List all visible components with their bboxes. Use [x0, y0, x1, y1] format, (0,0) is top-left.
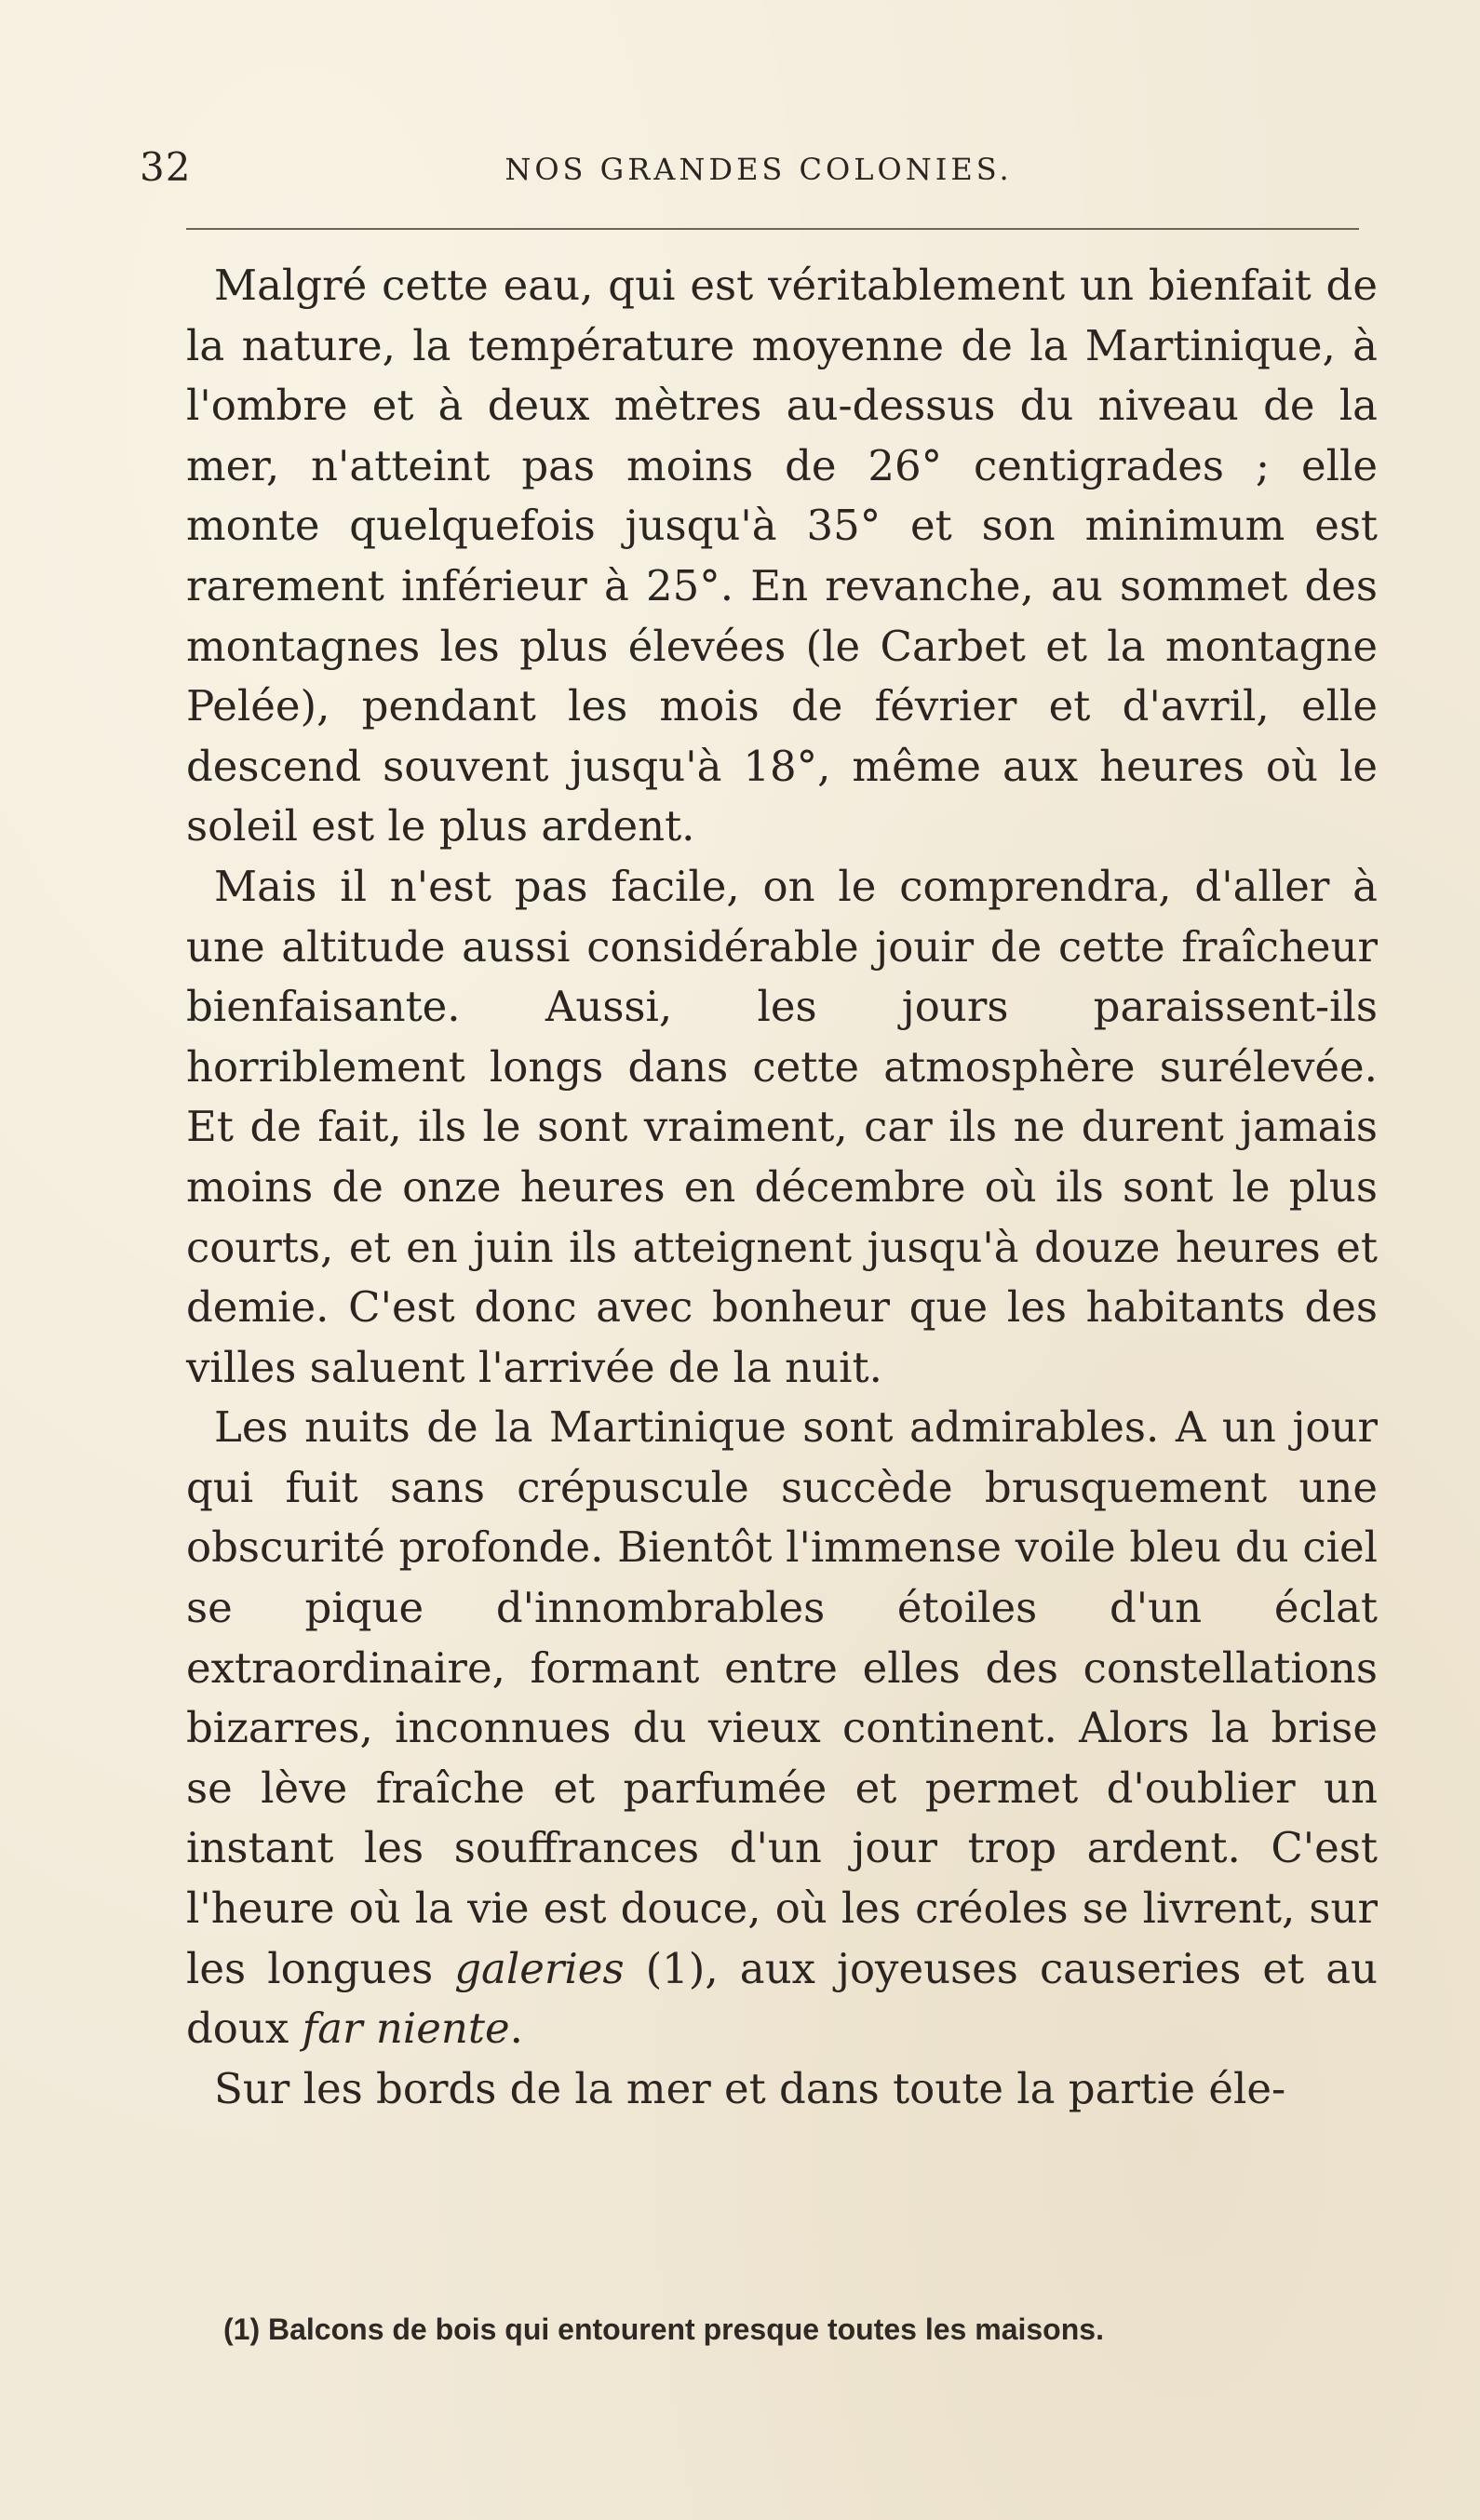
body-text: [186, 256, 1378, 2119]
paragraph-nights: [186, 1398, 1378, 2059]
paragraph-seashore: Sur les bords de la mer et dans toute la partie éle-: [214, 2063, 1286, 2113]
italic-galeries: galeries: [454, 1943, 625, 1993]
paragraph-temperature: Malgré cette eau, qui est véritablement un bienfait de la nature, la température moyenne de la Martinique, à l'ombre et à deux mètres au-dessus du niveau de la mer, n'atteint pas moins de 26° centigrades ; elle monte quelquefois jusqu'à 35° et son minimum est rarement inférieur à 25°. En revanche, au sommet des montagnes les plus élevées (le Carbet et la montagne Pelée), pendant les mois de février et d'avril, elle descend souvent jusqu'à 18°, même aux heures où le soleil est le plus ardent.: [186, 261, 1378, 851]
header-rule: [186, 228, 1359, 230]
italic-far-niente: far niente: [302, 2004, 510, 2054]
footnote: (1) Balcons de bois qui entourent presque toutes les maisons.: [223, 2312, 1104, 2346]
page-header: [140, 144, 1378, 200]
paragraph-nights-text-1: Les nuits de la Martinique sont admirables. A un jour qui fuit sans crépuscule succède brusquement une obscurité profonde. Bientôt l'immense voile bleu du ciel se pique d'innombrables étoiles d'un éclat extraordinaire, formant entre elles des constellations bizarres, inconnues du vieux continent. Alors la brise se lève fraîche et parfumée et permet d'oublier un instant les souffrances d'un jour trop ardent. C'est l'heure où la vie est douce, où les créoles se livrent, sur les longues: [186, 1402, 1378, 1993]
paragraph-nights-text-3: .: [509, 2004, 523, 2054]
page-number: 32: [140, 144, 192, 190]
paragraph-nights-text-2: (1), aux joyeuses causeries et au doux: [186, 1943, 1379, 2054]
running-title: NOS GRANDES COLONIES.: [505, 152, 1013, 187]
paragraph-days: Mais il n'est pas facile, on le comprendra, d'aller à une altitude aussi considérable jouir de cette fraîcheur bienfaisante. Aussi, les jours paraissent-ils horriblement longs dans cette atmosphère surélevée. Et de fait, ils le sont vraiment, car ils ne durent jamais moins de onze heures en décembre où ils sont le plus courts, et en juin ils atteignent jusqu'à douze heures et demie. C'est donc avec bonheur que les habitants des villes saluent l'arrivée de la nuit.: [186, 861, 1378, 1392]
